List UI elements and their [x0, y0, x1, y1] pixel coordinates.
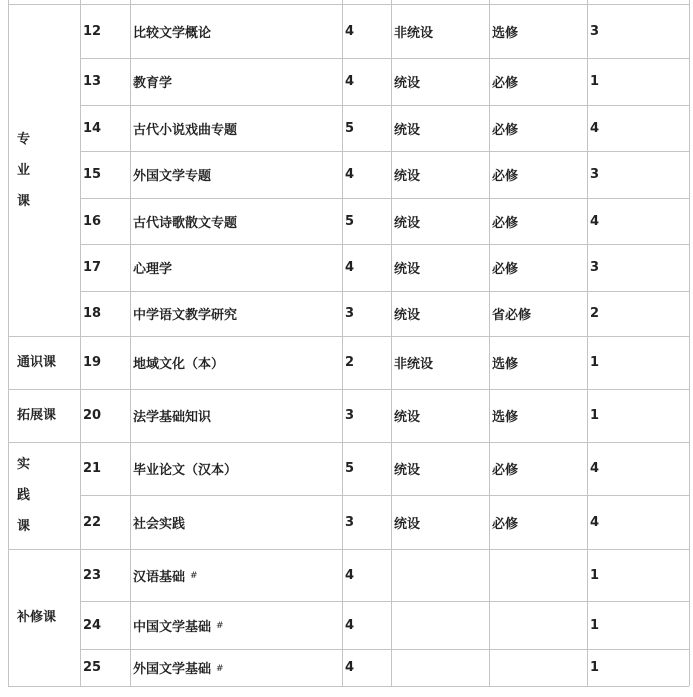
course-set-type-text: 非统设: [394, 25, 434, 41]
table-column-rule: [130, 0, 131, 686]
course-number: [83, 244, 129, 291]
course-credits: [345, 601, 390, 649]
course-credits: [345, 495, 390, 549]
course-credits: [345, 105, 390, 151]
course-name-text: 古代诗歌散文专题: [133, 215, 238, 231]
course-credits-text: 4: [345, 167, 355, 182]
course-term: [590, 244, 688, 291]
course-set-type-text: 统设: [394, 463, 421, 478]
course-number-text: 22: [83, 514, 102, 530]
course-name-text: 中学语文教学研究: [133, 308, 238, 323]
course-mark: #: [190, 571, 198, 581]
course-requirement-text: 省必修: [492, 308, 532, 323]
course-requirement: [492, 389, 586, 442]
course-number: [83, 4, 129, 58]
course-set-type: [394, 389, 488, 442]
course-term: [590, 105, 688, 151]
course-credits-text: 5: [345, 120, 355, 136]
category-cell: [8, 442, 80, 549]
course-term-text: 4: [590, 213, 600, 229]
course-set-type: [394, 336, 488, 389]
course-number: [83, 649, 129, 686]
course-requirement-text: 必修: [492, 76, 519, 91]
course-term-text: 1: [590, 408, 600, 423]
table-column-rule: [587, 0, 588, 686]
category-label: 通识课: [17, 354, 57, 370]
table-column-rule: [80, 0, 81, 686]
course-term-text: 3: [590, 260, 600, 275]
course-requirement-text: 选修: [492, 25, 519, 41]
course-credits-text: 5: [345, 461, 355, 476]
course-number: [83, 198, 129, 244]
category-label: 专: [17, 131, 31, 147]
course-set-type: [394, 105, 488, 151]
course-name: [133, 105, 341, 151]
course-credits: [345, 549, 390, 601]
table-bottom-rule: [8, 686, 689, 687]
course-set-type: [394, 244, 488, 291]
course-set-type-text: 统设: [394, 308, 421, 323]
course-term: [590, 336, 688, 389]
course-name-text: 外国文学基础: [133, 662, 212, 677]
category-cell: [8, 389, 80, 442]
course-name: [133, 4, 341, 58]
course-name-text: 毕业论文（汉本）: [133, 463, 238, 478]
course-set-type-text: 统设: [394, 410, 421, 425]
course-credits-text: 4: [345, 567, 355, 583]
course-mark: #: [216, 621, 224, 631]
course-term: [590, 291, 688, 336]
course-set-type-text: 统设: [394, 122, 421, 138]
category-label: 拓展课: [17, 407, 57, 423]
category-label: 业: [17, 162, 31, 178]
course-number-text: 21: [83, 461, 102, 476]
course-requirement-text: 必修: [492, 463, 519, 478]
course-term-text: 1: [590, 355, 600, 370]
category-cell: [8, 549, 80, 686]
course-requirement: [492, 601, 586, 649]
course-number-text: 20: [83, 408, 102, 423]
course-term: [590, 151, 688, 198]
course-credits: [345, 58, 390, 105]
course-set-type: [394, 58, 488, 105]
course-name: [133, 291, 341, 336]
course-name-text: 古代小说戏曲专题: [133, 122, 238, 138]
course-term: [590, 4, 688, 58]
category-label: 实: [17, 457, 31, 472]
course-requirement-text: 必修: [492, 122, 519, 138]
course-credits: [345, 389, 390, 442]
course-set-type: [394, 549, 488, 601]
course-credits: [345, 244, 390, 291]
course-set-type: [394, 291, 488, 336]
course-name: [133, 495, 341, 549]
course-name: [133, 336, 341, 389]
course-requirement: [492, 151, 586, 198]
category-label: 课: [17, 193, 31, 209]
course-term-text: 3: [590, 23, 600, 39]
course-term-text: 1: [590, 617, 600, 633]
course-number: [83, 151, 129, 198]
category-cell: [8, 336, 80, 389]
course-set-type: [394, 495, 488, 549]
course-term-text: 1: [590, 74, 600, 89]
course-number-text: 18: [83, 306, 102, 321]
course-number-text: 19: [83, 355, 102, 370]
course-name: [133, 151, 341, 198]
course-name-text: 心理学: [133, 262, 173, 277]
course-requirement: [492, 105, 586, 151]
course-requirement: [492, 549, 586, 601]
course-credits-text: 4: [345, 260, 355, 275]
course-name: [133, 58, 341, 105]
course-term: [590, 442, 688, 495]
course-term: [590, 389, 688, 442]
course-set-type: [394, 601, 488, 649]
course-name: [133, 244, 341, 291]
table-column-rule: [489, 0, 490, 686]
course-credits-text: 4: [345, 617, 355, 633]
course-set-type: [394, 198, 488, 244]
course-requirement-text: 必修: [492, 516, 519, 532]
course-term-text: 4: [590, 514, 600, 530]
table-column-rule: [391, 0, 392, 686]
course-number: [83, 336, 129, 389]
course-number-text: 23: [83, 567, 102, 583]
course-requirement: [492, 442, 586, 495]
course-credits-text: 2: [345, 355, 355, 370]
course-credits: [345, 4, 390, 58]
table-column-rule: [689, 0, 690, 686]
course-name-text: 比较文学概论: [133, 25, 212, 41]
course-credits-text: 5: [345, 213, 355, 229]
course-name: [133, 549, 341, 601]
course-name-text: 外国文学专题: [133, 169, 212, 184]
course-term: [590, 549, 688, 601]
course-term-text: 1: [590, 567, 600, 583]
category-label: 践: [17, 488, 31, 503]
course-name-text: 地域文化（本）: [133, 357, 225, 372]
course-term-text: 4: [590, 461, 600, 476]
course-requirement: [492, 4, 586, 58]
course-name-text: 教育学: [133, 76, 173, 91]
course-term-text: 4: [590, 120, 600, 136]
course-number: [83, 601, 129, 649]
course-term-text: 1: [590, 660, 600, 675]
category-label: 补修课: [17, 609, 57, 625]
course-set-type: [394, 442, 488, 495]
course-credits-text: 3: [345, 408, 355, 423]
course-name-text: 法学基础知识: [133, 410, 212, 425]
course-requirement-text: 必修: [492, 169, 519, 184]
course-name-text: 中国文学基础: [133, 619, 212, 635]
course-set-type-text: 统设: [394, 169, 421, 184]
course-term: [590, 58, 688, 105]
table-column-rule: [342, 0, 343, 686]
course-credits: [345, 291, 390, 336]
category-label: 课: [17, 519, 31, 534]
course-number-text: 25: [83, 660, 102, 675]
course-requirement: [492, 495, 586, 549]
course-requirement-text: 选修: [492, 357, 519, 372]
course-credits-text: 4: [345, 660, 355, 675]
course-number-text: 12: [83, 23, 102, 39]
course-requirement: [492, 198, 586, 244]
course-requirement: [492, 291, 586, 336]
course-name: [133, 389, 341, 442]
course-credits-text: 4: [345, 74, 355, 89]
course-number-text: 17: [83, 260, 102, 275]
course-number: [83, 495, 129, 549]
course-requirement-text: 选修: [492, 410, 519, 425]
course-term: [590, 495, 688, 549]
course-number: [83, 291, 129, 336]
course-requirement-text: 必修: [492, 215, 519, 231]
course-credits: [345, 151, 390, 198]
course-number-text: 14: [83, 120, 102, 136]
course-requirement: [492, 336, 586, 389]
course-name: [133, 649, 341, 686]
course-set-type: [394, 151, 488, 198]
course-requirement: [492, 58, 586, 105]
course-set-type-text: 统设: [394, 76, 421, 91]
course-name: [133, 601, 341, 649]
course-requirement-text: 必修: [492, 262, 519, 277]
course-number: [83, 58, 129, 105]
course-term: [590, 649, 688, 686]
course-number-text: 16: [83, 213, 102, 229]
course-term-text: 3: [590, 167, 600, 182]
course-number: [83, 105, 129, 151]
course-term: [590, 601, 688, 649]
course-credits: [345, 336, 390, 389]
course-set-type: [394, 4, 488, 58]
course-number-text: 24: [83, 617, 102, 633]
course-set-type-text: 统设: [394, 516, 421, 532]
course-name: [133, 442, 341, 495]
course-credits-text: 3: [345, 306, 355, 321]
course-number: [83, 389, 129, 442]
course-term-text: 2: [590, 306, 600, 321]
course-credits: [345, 649, 390, 686]
course-set-type-text: 统设: [394, 262, 421, 277]
course-number-text: 15: [83, 167, 102, 182]
course-set-type-text: 统设: [394, 215, 421, 231]
course-set-type: [394, 649, 488, 686]
course-credits: [345, 442, 390, 495]
course-number-text: 13: [83, 74, 102, 89]
course-credits-text: 3: [345, 514, 355, 530]
course-number: [83, 549, 129, 601]
course-name-text: 汉语基础: [133, 569, 186, 585]
category-cell: [8, 4, 80, 336]
course-number: [83, 442, 129, 495]
course-credits: [345, 198, 390, 244]
course-name-text: 社会实践: [133, 516, 186, 532]
course-set-type-text: 非统设: [394, 357, 434, 372]
course-term: [590, 198, 688, 244]
course-requirement: [492, 244, 586, 291]
course-credits-text: 4: [345, 23, 355, 39]
course-requirement: [492, 649, 586, 686]
course-name: [133, 198, 341, 244]
course-mark: #: [216, 663, 224, 674]
